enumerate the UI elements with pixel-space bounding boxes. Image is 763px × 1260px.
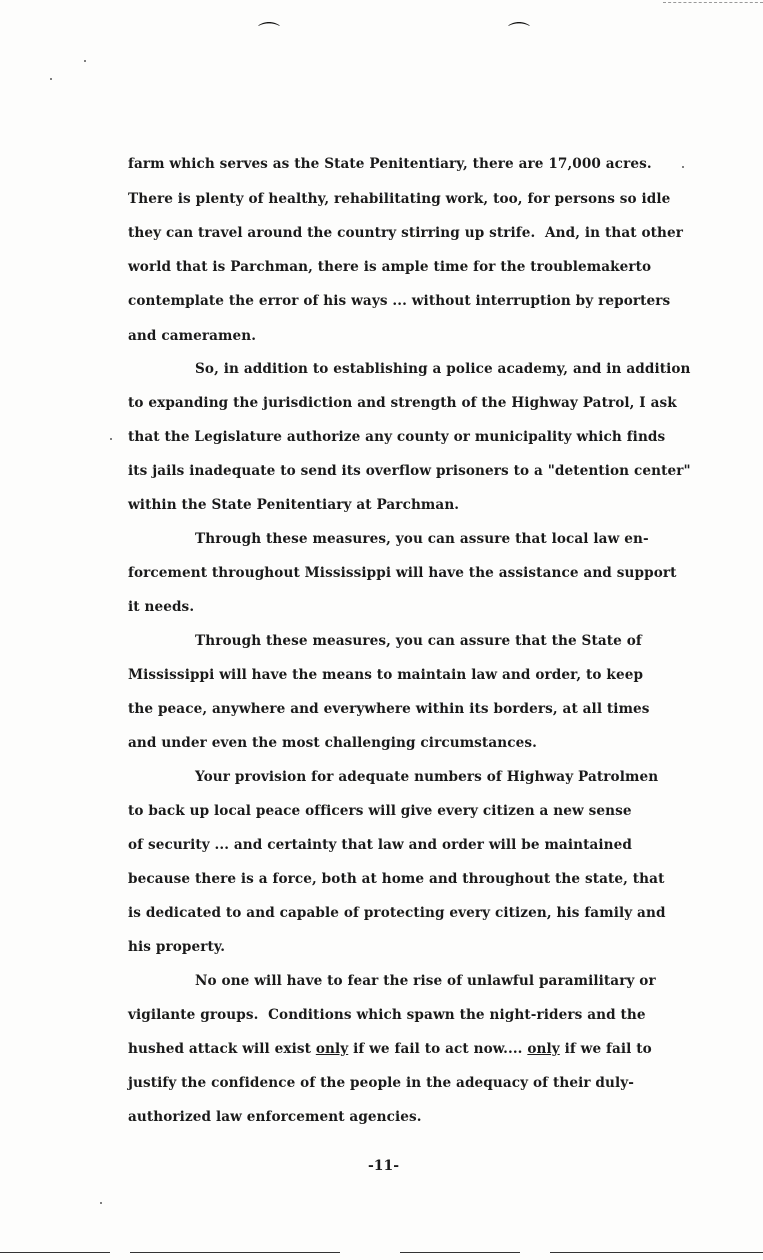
text-line: There is plenty of healthy, rehabilitating work, too, for persons so idle — [128, 191, 671, 207]
text-line: Through these measures, you can assure that the State of — [195, 633, 642, 649]
text-line: justify the confidence of the people in the adequacy of their duly- — [128, 1075, 635, 1091]
page-number: -11- — [368, 1158, 400, 1174]
top-edge-mark — [663, 2, 763, 3]
text-line: the peace, anywhere and everywhere within its borders, at all times — [128, 701, 650, 717]
rule-gap — [520, 1250, 550, 1254]
text-line: because there is a force, both at home and throughout the state, that — [128, 871, 665, 887]
text-run: if we fail to act now.... — [348, 1041, 528, 1057]
scan-speck — [100, 1202, 102, 1204]
scan-speck — [110, 438, 112, 440]
binder-hole-mark-left: ⌒ — [258, 22, 281, 47]
text-line: of security ... and certainty that law and order will be maintained — [128, 837, 632, 853]
rule-gap — [110, 1250, 130, 1254]
text-line-with-underline — [128, 1043, 652, 1057]
text-line: No one will have to fear the rise of unlawful paramilitary or — [195, 973, 656, 989]
text-run: hushed attack will exist — [128, 1041, 316, 1057]
text-line: forcement throughout Mississippi will have the assistance and support — [128, 565, 677, 581]
scan-speck — [682, 166, 684, 168]
text-run: if we fail to — [559, 1041, 652, 1057]
text-line: that the Legislature authorize any county or municipality which finds — [128, 429, 666, 445]
text-line: contemplate the error of his ways ... without interruption by reporters — [128, 293, 671, 309]
text-line: to expanding the jurisdiction and strength of the Highway Patrol, I ask — [128, 395, 677, 411]
text-line: Your provision for adequate numbers of Highway Patrolmen — [195, 769, 659, 785]
rule-gap — [340, 1250, 400, 1254]
text-line: Mississippi will have the means to maintain law and order, to keep — [128, 667, 644, 683]
text-line: within the State Penitentiary at Parchman. — [128, 497, 460, 513]
text-line: So, in addition to establishing a police academy, and in addition — [195, 361, 691, 377]
text-line: its jails inadequate to send its overflow prisoners to a "detention center" — [128, 463, 691, 479]
text-line: Through these measures, you can assure that local law en- — [195, 531, 649, 547]
text-line: and cameramen. — [128, 328, 257, 344]
binder-hole-mark-right: ⌒ — [508, 22, 531, 47]
text-line: it needs. — [128, 599, 195, 615]
scan-speck — [50, 78, 52, 80]
text-line: farm which serves as the State Penitentiary, there are 17,000 acres. — [128, 156, 652, 172]
underlined-word: only — [527, 1041, 560, 1057]
text-line: authorized law enforcement agencies. — [128, 1109, 422, 1125]
underlined-word: only — [315, 1041, 349, 1057]
text-line: to back up local peace officers will give every citizen a new sense — [128, 803, 632, 819]
text-line: they can travel around the country stirring up strife. And, in that other — [128, 225, 683, 241]
text-line: and under even the most challenging circumstances. — [128, 735, 537, 751]
scan-speck — [84, 60, 86, 62]
text-line: world that is Parchman, there is ample time for the troublemakerto — [128, 259, 652, 275]
text-line: is dedicated to and capable of protecting every citizen, his family and — [128, 905, 666, 921]
text-line: his property. — [128, 939, 226, 955]
text-line: vigilante groups. Conditions which spawn the night-riders and the — [128, 1007, 646, 1023]
